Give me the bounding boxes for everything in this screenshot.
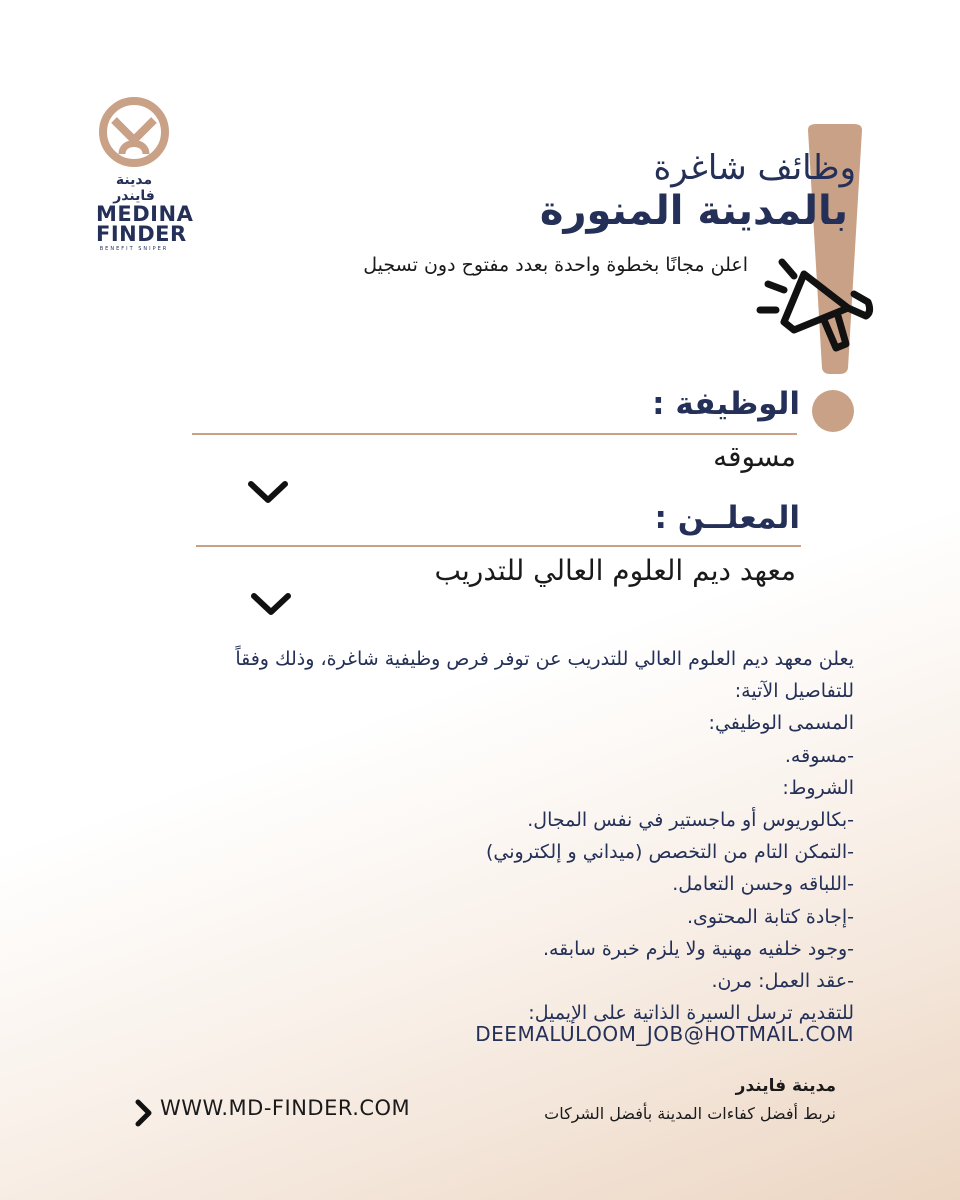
- advertiser-label: المعلــن :: [654, 500, 800, 536]
- chevron-down-icon: [250, 590, 292, 620]
- details-line: للتقديم ترسل السيرة الذاتية على الإيميل:: [528, 1002, 854, 1025]
- details-line: -التمكن التام من التخصص (ميداني و إلكتروني): [485, 841, 854, 864]
- job-divider: [192, 433, 797, 435]
- brand-name-en-2: FINDER: [96, 222, 187, 246]
- header-subtitle: وظائف شاغرة: [653, 148, 856, 188]
- advertiser-divider: [196, 545, 801, 547]
- footer-tagline: نربط أفضل كفاءات المدينة بأفضل الشركات: [544, 1104, 836, 1123]
- footer-brand: مدينة فايندر: [735, 1076, 836, 1096]
- job-label: الوظيفة :: [652, 386, 800, 422]
- details-line: الشروط:: [782, 776, 854, 799]
- details-line: -عقد العمل: مرن.: [711, 970, 854, 993]
- details-line: -بكالوريوس أو ماجستير في نفس المجال.: [527, 809, 854, 832]
- chevron-down-icon: [247, 478, 289, 508]
- advertiser-value: معهد ديم العلوم العالي للتدريب: [434, 554, 796, 587]
- brand-name-en-1: MEDINA: [96, 202, 194, 226]
- website-link[interactable]: WWW.MD-FINDER.COM: [160, 1096, 411, 1120]
- brand-tagline: BENEFIT SNIPER: [99, 246, 169, 252]
- application-email[interactable]: DEEMALULOOM_JOB@HOTMAIL.COM: [475, 1022, 854, 1046]
- brand-logo: [96, 96, 194, 252]
- job-details: [134, 643, 854, 1029]
- details-line: -اللباقه وحسن التعامل.: [672, 873, 854, 896]
- details-line: يعلن معهد ديم العلوم العالي للتدريب عن توفر فرص وظيفية شاغرة، وذلك وفقاً: [235, 648, 854, 670]
- chevron-right-icon: [134, 1098, 154, 1128]
- logo-emblem-icon: [98, 96, 170, 168]
- header-title: بالمدينة المنورة: [539, 188, 848, 234]
- brand-name-ar: مدينة فايندر: [113, 172, 155, 204]
- details-line: -إجادة كتابة المحتوى.: [687, 905, 854, 928]
- details-line: -وجود خلفيه مهنية ولا يلزم خبرة سابقه.: [542, 937, 854, 960]
- exclamation-dot-decoration: [812, 390, 854, 432]
- details-line: المسمى الوظيفي:: [708, 712, 854, 735]
- details-line: -مسوقه.: [784, 744, 854, 767]
- header-tagline: اعلن مجانًا بخطوة واحدة بعدد مفتوح دون تسجيل: [363, 254, 748, 276]
- job-value: مسوقه: [713, 440, 796, 473]
- megaphone-icon: [754, 254, 879, 364]
- details-line: للتفاصيل الآتية:: [734, 680, 854, 703]
